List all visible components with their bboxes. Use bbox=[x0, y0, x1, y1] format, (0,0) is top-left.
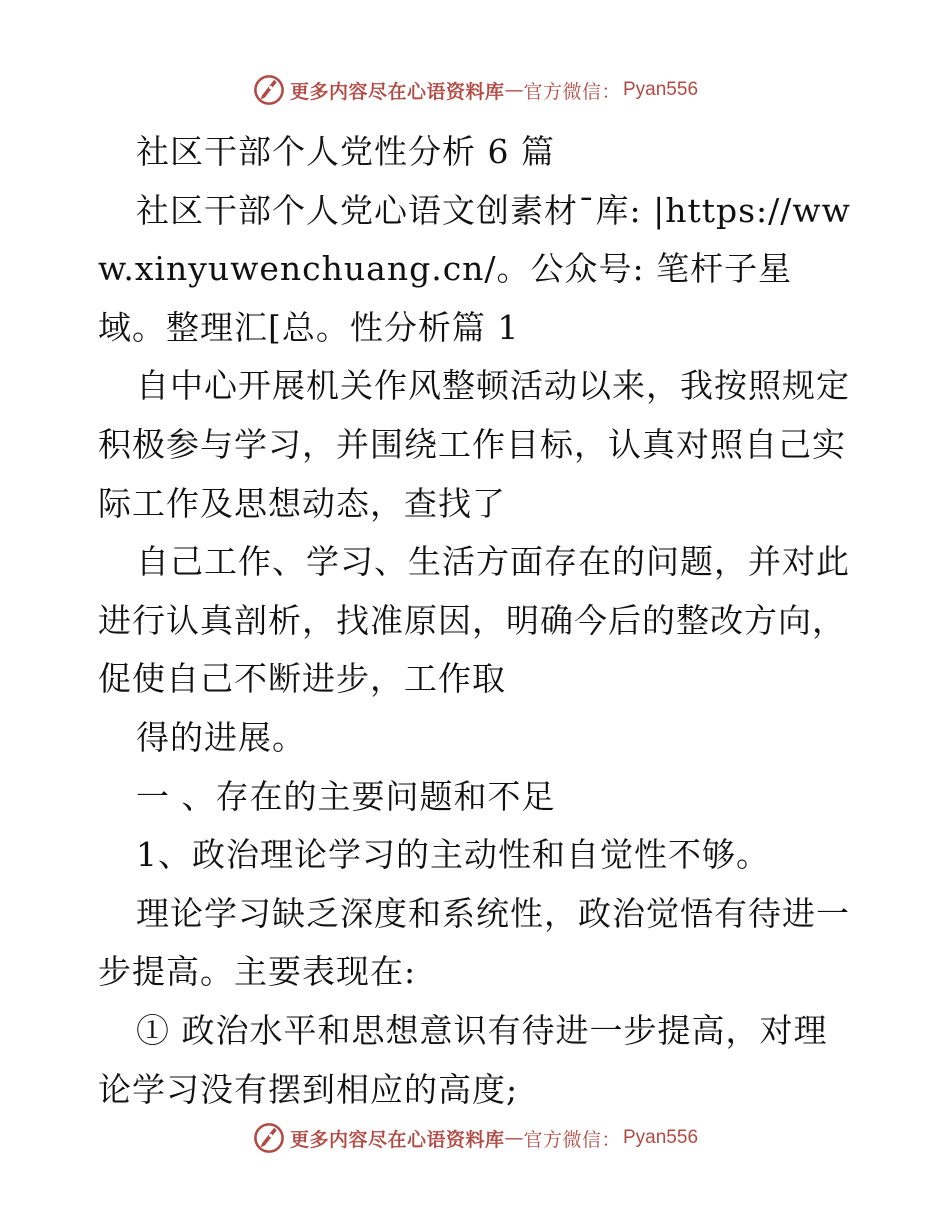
paragraph: 理论学习缺乏深度和系统性，政治觉悟有待进一步提高。主要表现在: bbox=[98, 893, 850, 992]
watermark-header bbox=[0, 70, 950, 110]
paragraph: 得的进展。 bbox=[136, 717, 306, 757]
paragraph: 自己工作、学习、生活方面存在的问题，并对此进行认真剖析，找准原因，明确今后的整改方向，促使自己不断进步，工作取 bbox=[98, 542, 850, 699]
document-body bbox=[98, 123, 858, 1119]
watermark-main-text: 更多内容尽在心语资料库 bbox=[289, 80, 505, 103]
paragraph: 自中心开展机关作风整顿活动以来，我按照规定积极参与学习，并围绕工作目标，认真对照自己实际工作及思想动态，查找了 bbox=[98, 366, 850, 523]
watermark-footer bbox=[0, 1118, 950, 1158]
watermark-main-text: 更多内容尽在心语资料库 bbox=[289, 1128, 505, 1151]
watermark-sub-text: 官方微信： bbox=[523, 1128, 621, 1151]
watermark-wechat-id: Pyan556 bbox=[623, 79, 699, 100]
section-heading: 一 、存在的主要问题和不足 bbox=[136, 776, 556, 816]
pen-nib-logo-icon bbox=[252, 1121, 286, 1155]
watermark-wechat-id: Pyan556 bbox=[623, 1127, 699, 1148]
list-item: ① 政治水平和思想意识有待进一步提高，对理论学习没有摆到相应的高度; bbox=[98, 1010, 828, 1109]
paragraph-source-note: 社区干部个人党心语文创素材¯库: |https://www.xinyuwenchuang.cn/。公众号: 笔杆子星域。整理汇[总。性分析篇 1 bbox=[98, 190, 851, 347]
watermark-sub-text: 官方微信： bbox=[523, 80, 621, 103]
watermark-separator: — bbox=[504, 79, 524, 101]
subsection-heading: 1、政治理论学习的主动性和自觉性不够。 bbox=[136, 835, 770, 875]
pen-nib-logo-icon bbox=[252, 73, 286, 107]
watermark-separator: — bbox=[504, 1127, 524, 1149]
document-title: 社区干部个人党性分析 6 篇 bbox=[136, 132, 555, 171]
